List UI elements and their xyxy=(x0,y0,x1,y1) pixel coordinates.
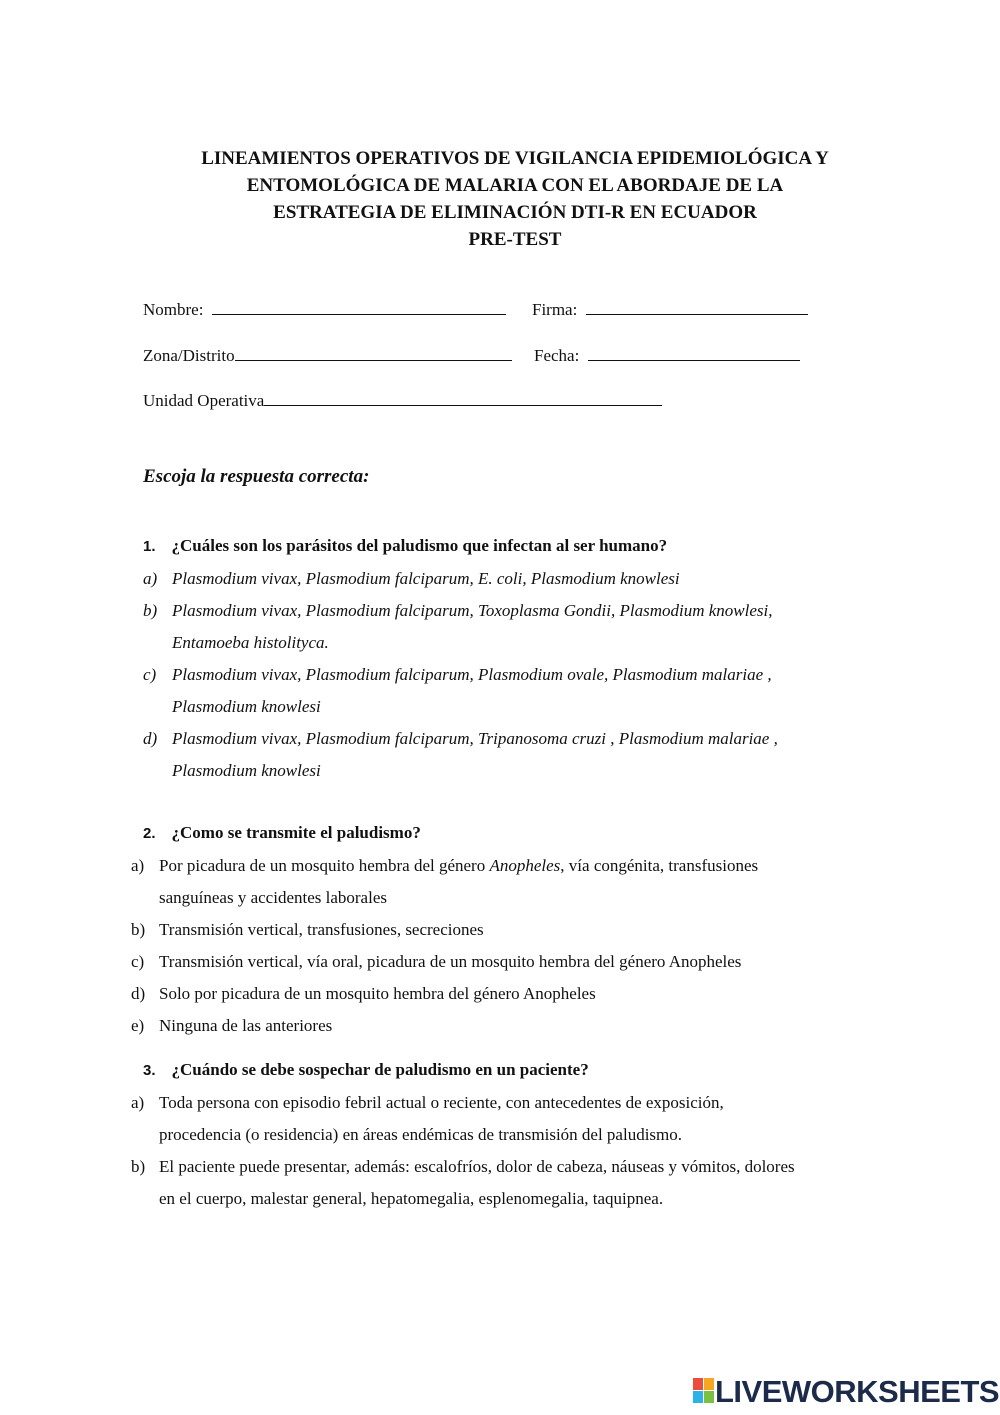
q2-option-d[interactable] xyxy=(131,978,891,1010)
option-label: d) xyxy=(143,729,158,748)
question-2-text: ¿Como se transmite el paludismo? xyxy=(171,823,421,842)
option-text-line-2: en el cuerpo, malestar general, hepatomegalia, esplenomegalia, taquipnea. xyxy=(159,1189,664,1208)
option-label: a) xyxy=(143,569,158,588)
question-3-text: ¿Cuándo se debe sospechar de paludismo en un paciente? xyxy=(171,1060,589,1079)
question-1 xyxy=(143,536,667,556)
anopheles-italic: Anopheles xyxy=(489,856,561,875)
zona-label: Zona/Distrito xyxy=(143,346,235,365)
title-line-2: ENTOMOLÓGICA DE MALARIA CON EL ABORDAJE DE LA xyxy=(246,175,784,196)
option-text-line-1: El paciente puede presentar, además: escalofríos, dolor de cabeza, náuseas y vómitos, dolores xyxy=(159,1157,795,1176)
logo-block-green xyxy=(704,1391,714,1403)
question-3-number: 3. xyxy=(143,1062,156,1079)
q2-option-a[interactable] xyxy=(131,850,891,914)
option-label: a) xyxy=(131,1093,145,1112)
unidad-label: Unidad Operativa xyxy=(143,391,265,410)
q2-option-c[interactable] xyxy=(131,946,891,978)
title-line-3: ESTRATEGIA DE ELIMINACIÓN DTI-R EN ECUADOR xyxy=(273,202,757,223)
option-text-line-1: Plasmodium vivax, Plasmodium falciparum, Toxoplasma Gondii, Plasmodium knowlesi, xyxy=(172,601,773,620)
q1-option-a[interactable] xyxy=(143,563,903,595)
option-label: b) xyxy=(131,1157,146,1176)
nombre-input-line[interactable] xyxy=(212,296,506,315)
option-text-after: , vía congénita, transfusiones xyxy=(560,856,759,875)
question-3 xyxy=(143,1060,589,1080)
option-text-line-1: Plasmodium vivax, Plasmodium falciparum, Tripanosoma cruzi , Plasmodium malariae , xyxy=(172,729,778,748)
option-label: b) xyxy=(143,601,158,620)
logo-block-blue xyxy=(693,1391,703,1403)
q1-option-b[interactable] xyxy=(143,595,903,659)
option-text-line-2: sanguíneas y accidentes laborales xyxy=(159,888,387,907)
q2-option-b[interactable] xyxy=(131,914,891,946)
option-label: c) xyxy=(131,952,145,971)
nombre-label: Nombre: xyxy=(143,300,204,319)
firma-field xyxy=(532,296,808,320)
document-title xyxy=(0,145,1000,253)
fecha-input-line[interactable] xyxy=(588,342,800,361)
option-text: Ninguna de las anteriores xyxy=(159,1016,333,1035)
q3-option-b[interactable] xyxy=(131,1151,891,1215)
option-text: Plasmodium vivax, Plasmodium falciparum, E. coli, Plasmodium knowlesi xyxy=(172,569,680,588)
zona-field xyxy=(143,342,512,366)
instruction: Escoja la respuesta correcta: xyxy=(143,466,370,487)
question-1-text: ¿Cuáles son los parásitos del paludismo que infectan al ser humano? xyxy=(171,536,668,555)
option-label: d) xyxy=(131,984,146,1003)
option-text: Transmisión vertical, vía oral, picadura de un mosquito hembra del género Anopheles xyxy=(159,952,742,971)
question-1-number: 1. xyxy=(143,538,156,555)
question-2 xyxy=(143,823,421,843)
q2-option-e[interactable] xyxy=(131,1010,891,1042)
option-text-line-2: Plasmodium knowlesi xyxy=(172,697,321,716)
option-text-line-1: Toda persona con episodio febril actual o reciente, con antecedentes de exposición, xyxy=(159,1093,724,1112)
firma-input-line[interactable] xyxy=(586,296,808,315)
option-text-line-1 xyxy=(159,850,758,882)
option-text: Transmisión vertical, transfusiones, secreciones xyxy=(159,920,484,939)
logo-blocks-icon xyxy=(693,1378,715,1404)
logo-block-red xyxy=(693,1378,703,1390)
unidad-field xyxy=(143,387,662,411)
fecha-label: Fecha: xyxy=(534,346,580,365)
q1-option-c[interactable] xyxy=(143,659,903,723)
logo-block-orange xyxy=(704,1378,714,1390)
option-label: e) xyxy=(131,1016,145,1035)
nombre-field xyxy=(143,296,506,320)
option-label: c) xyxy=(143,665,157,684)
option-label: a) xyxy=(131,856,145,875)
question-2-number: 2. xyxy=(143,825,156,842)
unidad-input-line[interactable] xyxy=(264,387,662,406)
option-label: b) xyxy=(131,920,146,939)
option-text-before: Por picadura de un mosquito hembra del género xyxy=(159,856,490,875)
option-text-line-2: Plasmodium knowlesi xyxy=(172,761,321,780)
option-text-line-2: Entamoeba histolityca. xyxy=(172,633,329,652)
firma-label: Firma: xyxy=(532,300,578,319)
option-text-line-1: Plasmodium vivax, Plasmodium falciparum, Plasmodium ovale, Plasmodium malariae , xyxy=(172,665,772,684)
option-text-line-2: procedencia (o residencia) en áreas endémicas de transmisión del paludismo. xyxy=(159,1125,683,1144)
fecha-field xyxy=(534,342,800,366)
zona-input-line[interactable] xyxy=(235,342,512,361)
logo-wordmark: LIVEWORKSHEETS xyxy=(715,1374,1000,1409)
title-line-1: LINEAMIENTOS OPERATIVOS DE VIGILANCIA EPIDEMIOLÓGICA Y xyxy=(201,148,829,169)
title-line-4: PRE-TEST xyxy=(468,229,562,250)
option-text: Solo por picadura de un mosquito hembra del género Anopheles xyxy=(159,984,596,1003)
q3-option-a[interactable] xyxy=(131,1087,891,1151)
q1-option-d[interactable] xyxy=(143,723,903,787)
